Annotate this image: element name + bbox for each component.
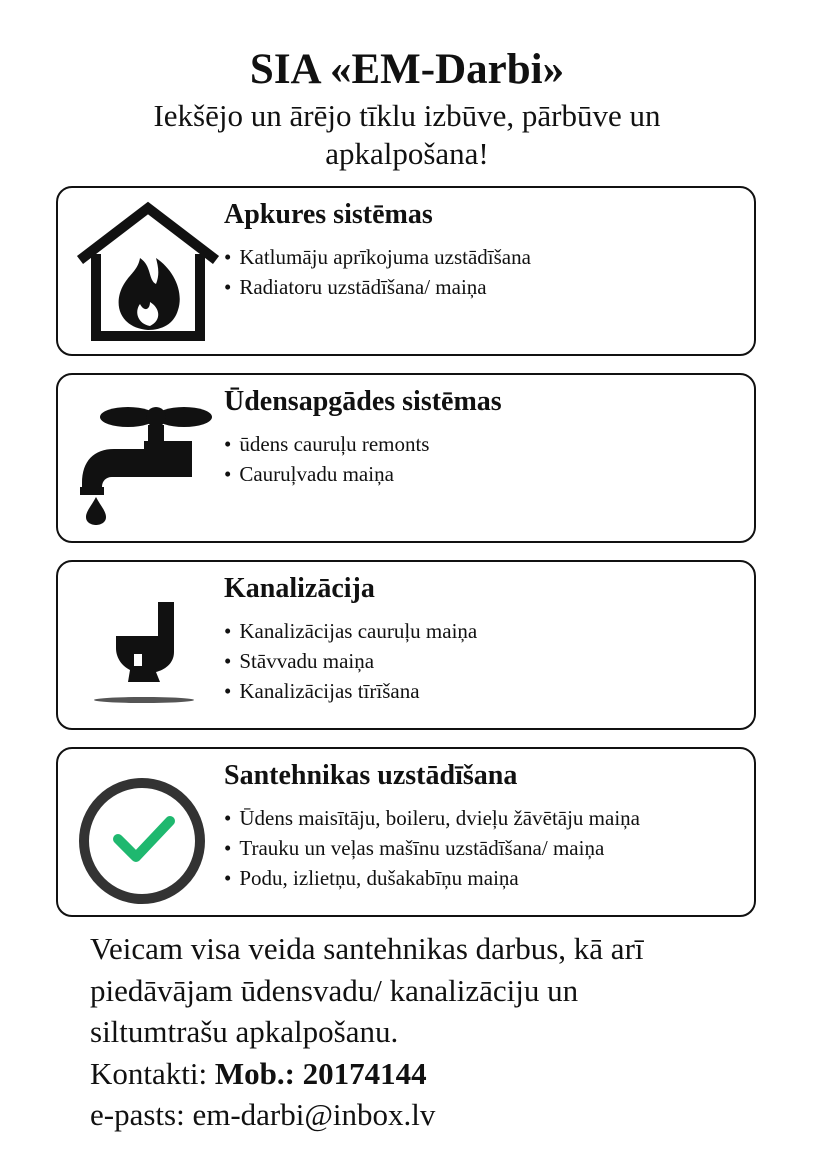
service-title: Apkures sistēmas	[224, 199, 433, 230]
service-list	[224, 242, 531, 302]
email-line: e-pasts: em-darbi@inbox.lv	[90, 1097, 436, 1132]
phone-number: Mob.: 20174144	[214, 1055, 427, 1091]
toilet-icon	[72, 574, 222, 720]
list-item: • Trauku un veļas mašīnu uzstādīšana/ maiņa	[224, 833, 640, 863]
service-list	[224, 803, 640, 893]
footer-line: Veicam visa veida santehnikas darbus, kā arī	[90, 931, 644, 966]
list-item: • ūdens cauruļu remonts	[224, 429, 429, 459]
list-item: • Katlumāju aprīkojuma uzstādīšana	[224, 242, 531, 272]
service-title: Santehnikas uzstādīšana	[224, 760, 518, 791]
house-flame-icon	[72, 200, 222, 346]
check-circle-icon	[72, 761, 222, 907]
page-title: SIA «EM-Darbi»	[249, 46, 565, 93]
list-item: • Stāvvadu maiņa	[224, 646, 477, 676]
list-item: • Kanalizācijas cauruļu maiņa	[224, 616, 477, 646]
service-card-plumbing	[56, 747, 756, 917]
service-title: Ūdensapgādes sistēmas	[224, 386, 502, 417]
service-title: Kanalizācija	[224, 573, 375, 604]
list-item: • Cauruļvadu maiņa	[224, 459, 429, 489]
contacts-line	[90, 1053, 770, 1095]
list-item: • Podu, izlietņu, dušakabīņu maiņa	[224, 863, 640, 893]
service-list	[224, 429, 429, 489]
service-card-heating	[56, 186, 756, 356]
contacts-label: Kontakti:	[90, 1055, 215, 1091]
footer-text	[90, 928, 770, 1136]
water-tap-icon	[72, 387, 222, 533]
list-item: • Radiatoru uzstādīšana/ maiņa	[224, 272, 531, 302]
footer-line: siltumtrašu apkalpošanu.	[90, 1014, 399, 1049]
service-list	[224, 616, 477, 706]
list-item: • Ūdens maisītāju, boileru, dvieļu žāvētāju maiņa	[224, 803, 640, 833]
service-card-sewerage	[56, 560, 756, 730]
page-subtitle: Iekšējo un ārējo tīklu izbūve, pārbūve un apkalpošana!	[153, 98, 661, 171]
footer-line: piedāvājam ūdensvadu/ kanalizāciju un	[90, 972, 579, 1008]
service-card-water-supply	[56, 373, 756, 543]
list-item: • Kanalizācijas tīrīšana	[224, 676, 477, 706]
